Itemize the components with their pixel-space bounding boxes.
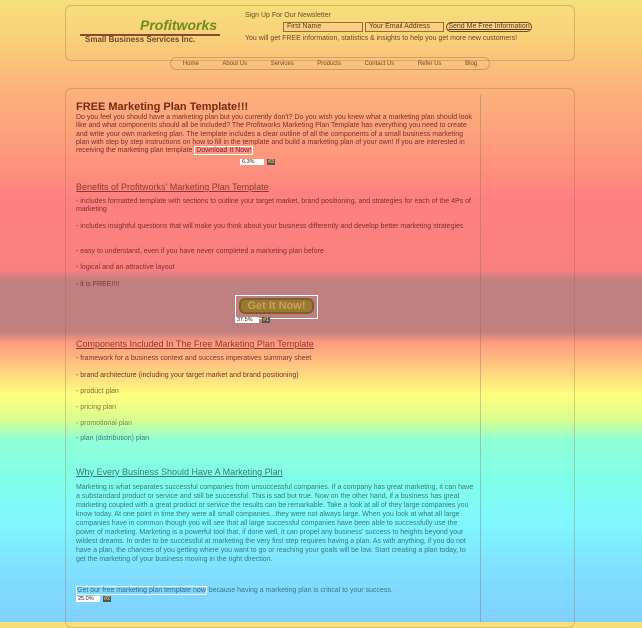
benefit-item: - logical and an attractive layout bbox=[76, 264, 175, 271]
intro-paragraph bbox=[76, 114, 474, 155]
component-item: - pricing plan bbox=[76, 404, 117, 411]
components-heading: Components Included In The Free Marketing Plan Template bbox=[76, 339, 314, 349]
why-heading: Why Every Business Should Have A Marketing Plan bbox=[76, 467, 283, 477]
final-paragraph bbox=[76, 587, 496, 595]
main-nav bbox=[170, 57, 490, 70]
heatmap-label bbox=[240, 159, 275, 165]
benefits-heading: Benefits of Profitworks' Marketing Plan Template bbox=[76, 182, 269, 192]
nav-products[interactable]: Products bbox=[317, 60, 341, 67]
component-item: - product plan bbox=[76, 388, 119, 395]
nav-refer-us[interactable]: Refer Us bbox=[417, 60, 442, 67]
first-name-input[interactable]: First Name bbox=[283, 22, 363, 32]
final-text: because having a marketing plan is critical to your success. bbox=[206, 587, 393, 594]
benefit-item: - it is FREE!!!! bbox=[76, 281, 120, 288]
click-percent: 6.3% bbox=[240, 159, 264, 165]
component-item: - framework for a business context and success imperatives summary sheet bbox=[76, 355, 312, 362]
nav-services[interactable]: Services bbox=[270, 60, 294, 67]
nav-contact-us[interactable]: Contact Us bbox=[364, 60, 395, 67]
heatmap-label bbox=[76, 596, 111, 602]
click-rank: #1 bbox=[263, 317, 270, 323]
get-it-now-button[interactable]: Get It Now! bbox=[239, 298, 314, 314]
why-paragraph: Marketing is what separates successful companies from unsuccessful companies. If a company has great marketing, it can have a substandard product or service and still be successful. This is sad but true. Now on the other hand, if a business has great marketing coupled with a great product or service the results can be remarkable. Take a look at all of they large companies you know today. At one point in time they were all small companies...they were not always large. When you look at what all large companies have in common though you will see that all large successful companies have been able to successfully use the power of marketing. Marketing is a powerful tool that, if done well, it can propel any business' success to heights beyond your wildest dreams. In order to be successful at marketing the very first step requires having a plan. As with anything, if you do not have a plan, the chances of you getting where you want to go or reaching your goals will be low. Start creating a plan today, to get the marketing of your business moving in the right direction. bbox=[76, 484, 474, 563]
nav-home[interactable]: Home bbox=[182, 60, 199, 67]
click-percent: 25.0% bbox=[76, 596, 100, 602]
benefit-item: - includes formatted template with sections to outline your target market, brand positioning, and strategies for each of the 4Ps of marketing bbox=[76, 198, 471, 214]
sidebar-divider bbox=[480, 95, 481, 622]
newsletter-note: You will get FREE information, statistics & insights to help you get more new customers! bbox=[245, 35, 518, 42]
benefit-item: - easy to understand, even if you have never completed a marketing plan before bbox=[76, 248, 324, 255]
newsletter-title: Sign Up For Our Newsletter bbox=[245, 12, 331, 19]
click-rank: #2 bbox=[104, 596, 111, 602]
email-input[interactable]: Your Email Address bbox=[365, 22, 444, 32]
component-item: - plan (distribution) plan bbox=[76, 435, 150, 442]
nav-about-us[interactable]: About Us bbox=[222, 60, 248, 67]
download-link[interactable]: Download It Now! bbox=[196, 147, 252, 155]
free-template-link[interactable]: Get our free marketing plan template now bbox=[77, 587, 206, 594]
component-item: - brand architecture (including your target market and brand positioning) bbox=[76, 372, 299, 379]
click-rank: #3 bbox=[268, 159, 275, 165]
intro-text: Do you feel you should have a marketing plan but you currently don't? Do you wish you knew what a marketing plan should look like and what components should all be included? The Profitworks Marketing Plan Template has everything you need to create and write your own marketing plan. The template includes a clear outline of all the components of a small business marketing plan with step by step instructions on how to fill in the template and build a marketing plan of your own! If you are interested in receiving the marketing plan template bbox=[76, 114, 472, 155]
benefit-item: - includes insightful questions that will make you think about your business differently and develop better marketing strategies bbox=[76, 223, 464, 230]
page-title: FREE Marketing Plan Template!!! bbox=[76, 101, 249, 113]
tagline: Small Business Services Inc. bbox=[85, 35, 196, 44]
component-item: - promotional plan bbox=[76, 420, 133, 427]
nav-blog[interactable]: Blog bbox=[465, 60, 478, 67]
heatmap-label bbox=[235, 317, 270, 323]
click-percent: 37.5% bbox=[235, 317, 259, 323]
logo[interactable]: Profitworks bbox=[140, 17, 218, 33]
send-info-button[interactable]: Send Me Free Information bbox=[446, 22, 532, 32]
